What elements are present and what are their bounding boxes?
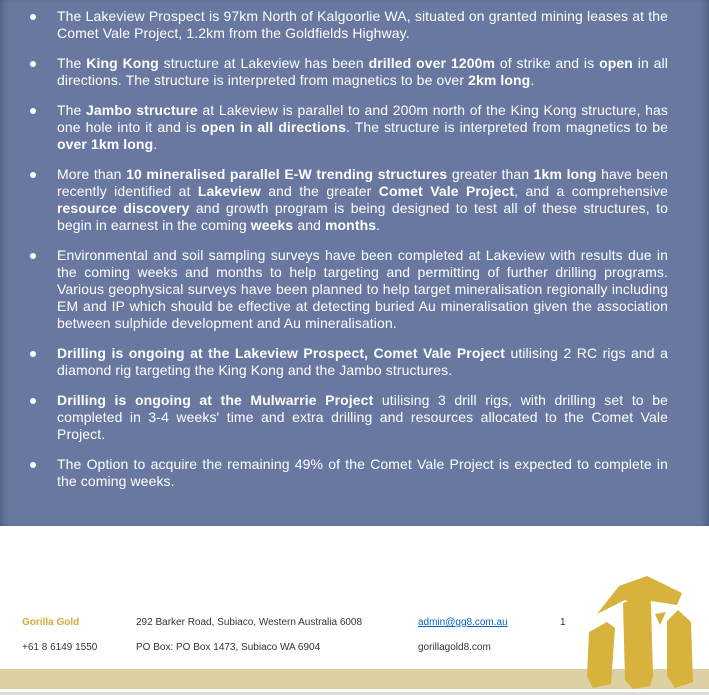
email-link[interactable]: admin@gg8.com.au: [418, 617, 508, 628]
list-item: [57, 392, 668, 443]
phone-number: +61 8 6149 1550: [22, 642, 98, 653]
bullet-dot-icon: [30, 14, 36, 20]
gorilla-gold-logo: [585, 576, 700, 690]
bullet-dot-icon: [30, 61, 36, 67]
list-item: [57, 345, 668, 379]
bullet-text: Drilling is ongoing at the Lakeview Prospect, Comet Vale Project utilising 2 RC rigs and a diamond rig targeting the King Kong and the Jambo structures.: [57, 345, 669, 378]
bullet-text: Environmental and soil sampling surveys have been completed at Lakeview with results due in the coming weeks and months to help targeting and permitting of further drilling programs. Various geophysical surveys have been planned to help target mineralisation regionally including EM and IP which should be effective at detecting buried Au mineralisation given the association between sulphide development and Au mineralisation.: [57, 247, 668, 331]
list-item: [57, 102, 668, 153]
bullet-text: The Lakeview Prospect is 97km North of Kalgoorlie WA, situated on granted mining leases at the Comet Vale Project, 1.2km from the Goldfields Highway.: [57, 8, 668, 41]
list-item: [57, 247, 668, 332]
list-item: [57, 55, 668, 89]
list-item: [57, 456, 668, 490]
bullet-dot-icon: [30, 253, 36, 259]
bullet-dot-icon: [30, 462, 36, 468]
bullet-text: Drilling is ongoing at the Mulwarrie Project utilising 3 drill rigs, with drilling set to be completed in 3-4 weeks' time and extra drilling and resources allocated to the Comet Vale Project.: [57, 392, 668, 442]
bullet-dot-icon: [30, 172, 36, 178]
bullet-text: The Option to acquire the remaining 49% of the Comet Vale Project is expected to complete in the coming weeks.: [57, 456, 668, 489]
company-name: Gorilla Gold: [22, 617, 80, 628]
list-item: [57, 8, 668, 42]
bullet-text: More than 10 mineralised parallel E-W trending structures greater than 1km long have been recently identified at Lakeview and the greater Comet Vale Project, and a comprehensive resource discovery and growth program is being designed to test all of these structures, to begin in earnest in the coming weeks and months.: [57, 166, 668, 233]
list-item: [57, 166, 668, 234]
bullet-dot-icon: [30, 108, 36, 114]
page-number: 1: [560, 617, 566, 628]
bullet-text: The King Kong structure at Lakeview has been drilled over 1200m of strike and is open in all directions. The structure is interpreted from magnetics to be over 2km long.: [57, 55, 668, 88]
bullet-text: The Jambo structure at Lakeview is parallel to and 200m north of the King Kong structure, has one hole into it and is open in all directions. The structure is interpreted from magnetics to be over 1km long.: [57, 102, 668, 152]
po-box-address: PO Box: PO Box 1473, Subiaco WA 6904: [136, 642, 321, 653]
bullet-dot-icon: [30, 351, 36, 357]
website-text: gorillagold8.com: [418, 642, 491, 653]
street-address: 292 Barker Road, Subiaco, Western Australia 6008: [136, 617, 363, 628]
bullet-dot-icon: [30, 398, 36, 404]
